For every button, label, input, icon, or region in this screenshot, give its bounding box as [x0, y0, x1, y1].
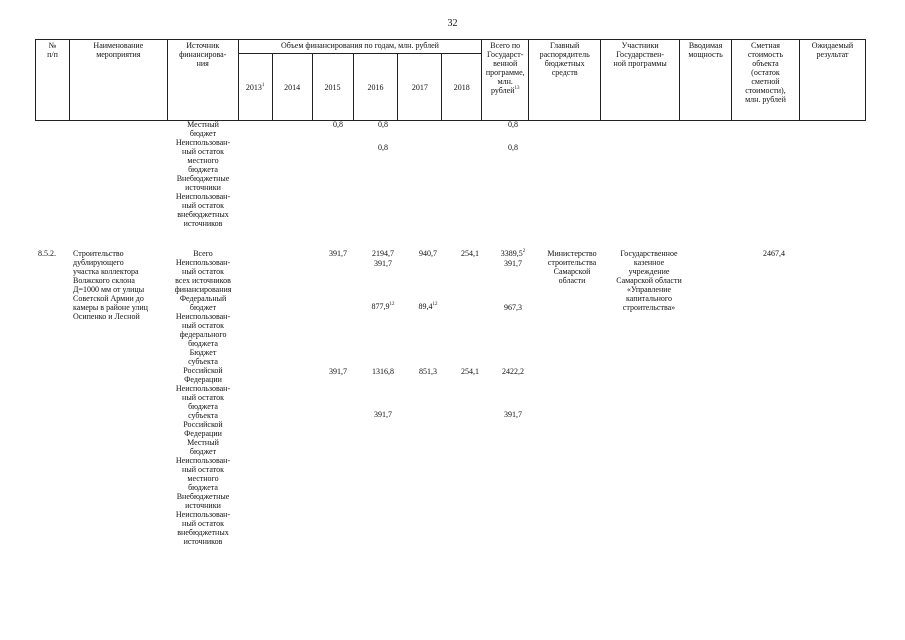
subj-2015: 391,7 — [329, 367, 347, 376]
header-year-2016: 2016 — [353, 54, 398, 121]
local-total: 0,8 — [508, 120, 518, 129]
all-total: 3389,5$^2$ — [500, 249, 526, 258]
header-year-2018: 2018 — [442, 54, 482, 121]
header-participants: Участники Государствен- ной программы — [601, 40, 680, 121]
local-rem-2016: 0,8 — [378, 143, 388, 152]
subj-2017: 851,3 — [419, 367, 437, 376]
fed-total: 967,3 — [504, 303, 522, 312]
header-source: Источник финансирова- ния — [167, 40, 238, 121]
local-2016: 0,8 — [378, 120, 388, 129]
header-year-2013: 2013$^1$ — [238, 54, 272, 121]
all-rem-total: 391,7 — [504, 259, 522, 268]
estimate-value: 2467,4 — [763, 249, 785, 258]
header-total: Всего по Государст- венной программе, млн. рублей$^{13}$ — [482, 40, 529, 121]
top-sources: Местный бюджет Неиспользован- ный остаток местного бюджета Внебюджетные источники Неиспользован- ный остаток внебюджетных источников — [175, 120, 231, 228]
table-header — [35, 39, 866, 121]
subj-total: 2422,2 — [502, 367, 524, 376]
local-2015: 0,8 — [333, 120, 343, 129]
header-num: № п/п — [36, 40, 70, 121]
item-sources: Всего Неиспользован- ный остаток всех источников финансирования Федеральный бюджет Неиспользован- ный остаток федерального бюджета Бюджет субъекта Российской Федерации Неиспользован- ный остаток бюджета субъекта Российской Федерации Местный бюджет Неиспользован- ный остаток местного бюджета Внебюджетные источники Неиспользован- ный остаток внебюджетных источников — [174, 249, 232, 546]
all-2016: 2194,7 — [372, 249, 394, 258]
header-volume: Объем финансирования по годам, млн. рублей — [238, 40, 482, 54]
fed-2017: 89,4$^{12}$ — [418, 302, 438, 311]
subj-rem-total: 391,7 — [504, 410, 522, 419]
main-manager: Министерство строительства Самарской области — [547, 249, 597, 285]
all-2015: 391,7 — [329, 249, 347, 258]
header-estimate: Сметная стоимость объекта (остаток сметной стоимости), млн. рублей — [732, 40, 800, 121]
fed-2016: 877,9$^{12}$ — [371, 302, 395, 311]
all-2017: 940,7 — [419, 249, 437, 258]
header-year-2014: 2014 — [272, 54, 312, 121]
header-year-2015: 2015 — [312, 54, 353, 121]
page-number: 32 — [447, 18, 458, 29]
subj-2016: 1316,8 — [372, 367, 394, 376]
participant: Государственное казенное учреждение Самарской области «Управление капитального строительства» — [616, 249, 682, 312]
local-rem-total: 0,8 — [508, 143, 518, 152]
header-capacity: Вводимая мощность — [680, 40, 732, 121]
header-main-manager: Главный распорядитель бюджетных средств — [529, 40, 601, 121]
subj-2018: 254,1 — [461, 367, 479, 376]
header-result: Ожидаемый результат — [799, 40, 865, 121]
item-number: 8.5.2. — [38, 249, 56, 258]
item-name: Строительство дублирующего участка коллектора Волжского склона Д=1000 мм от улицы Советской Армии до камеры в районе улиц Осипенко и Лесной — [73, 249, 148, 321]
subj-rem-2016: 391,7 — [374, 410, 392, 419]
all-2018: 254,1 — [461, 249, 479, 258]
header-year-2017: 2017 — [398, 54, 442, 121]
header-name: Наименование мероприятия — [69, 40, 167, 121]
all-rem-2016: 391,7 — [374, 259, 392, 268]
